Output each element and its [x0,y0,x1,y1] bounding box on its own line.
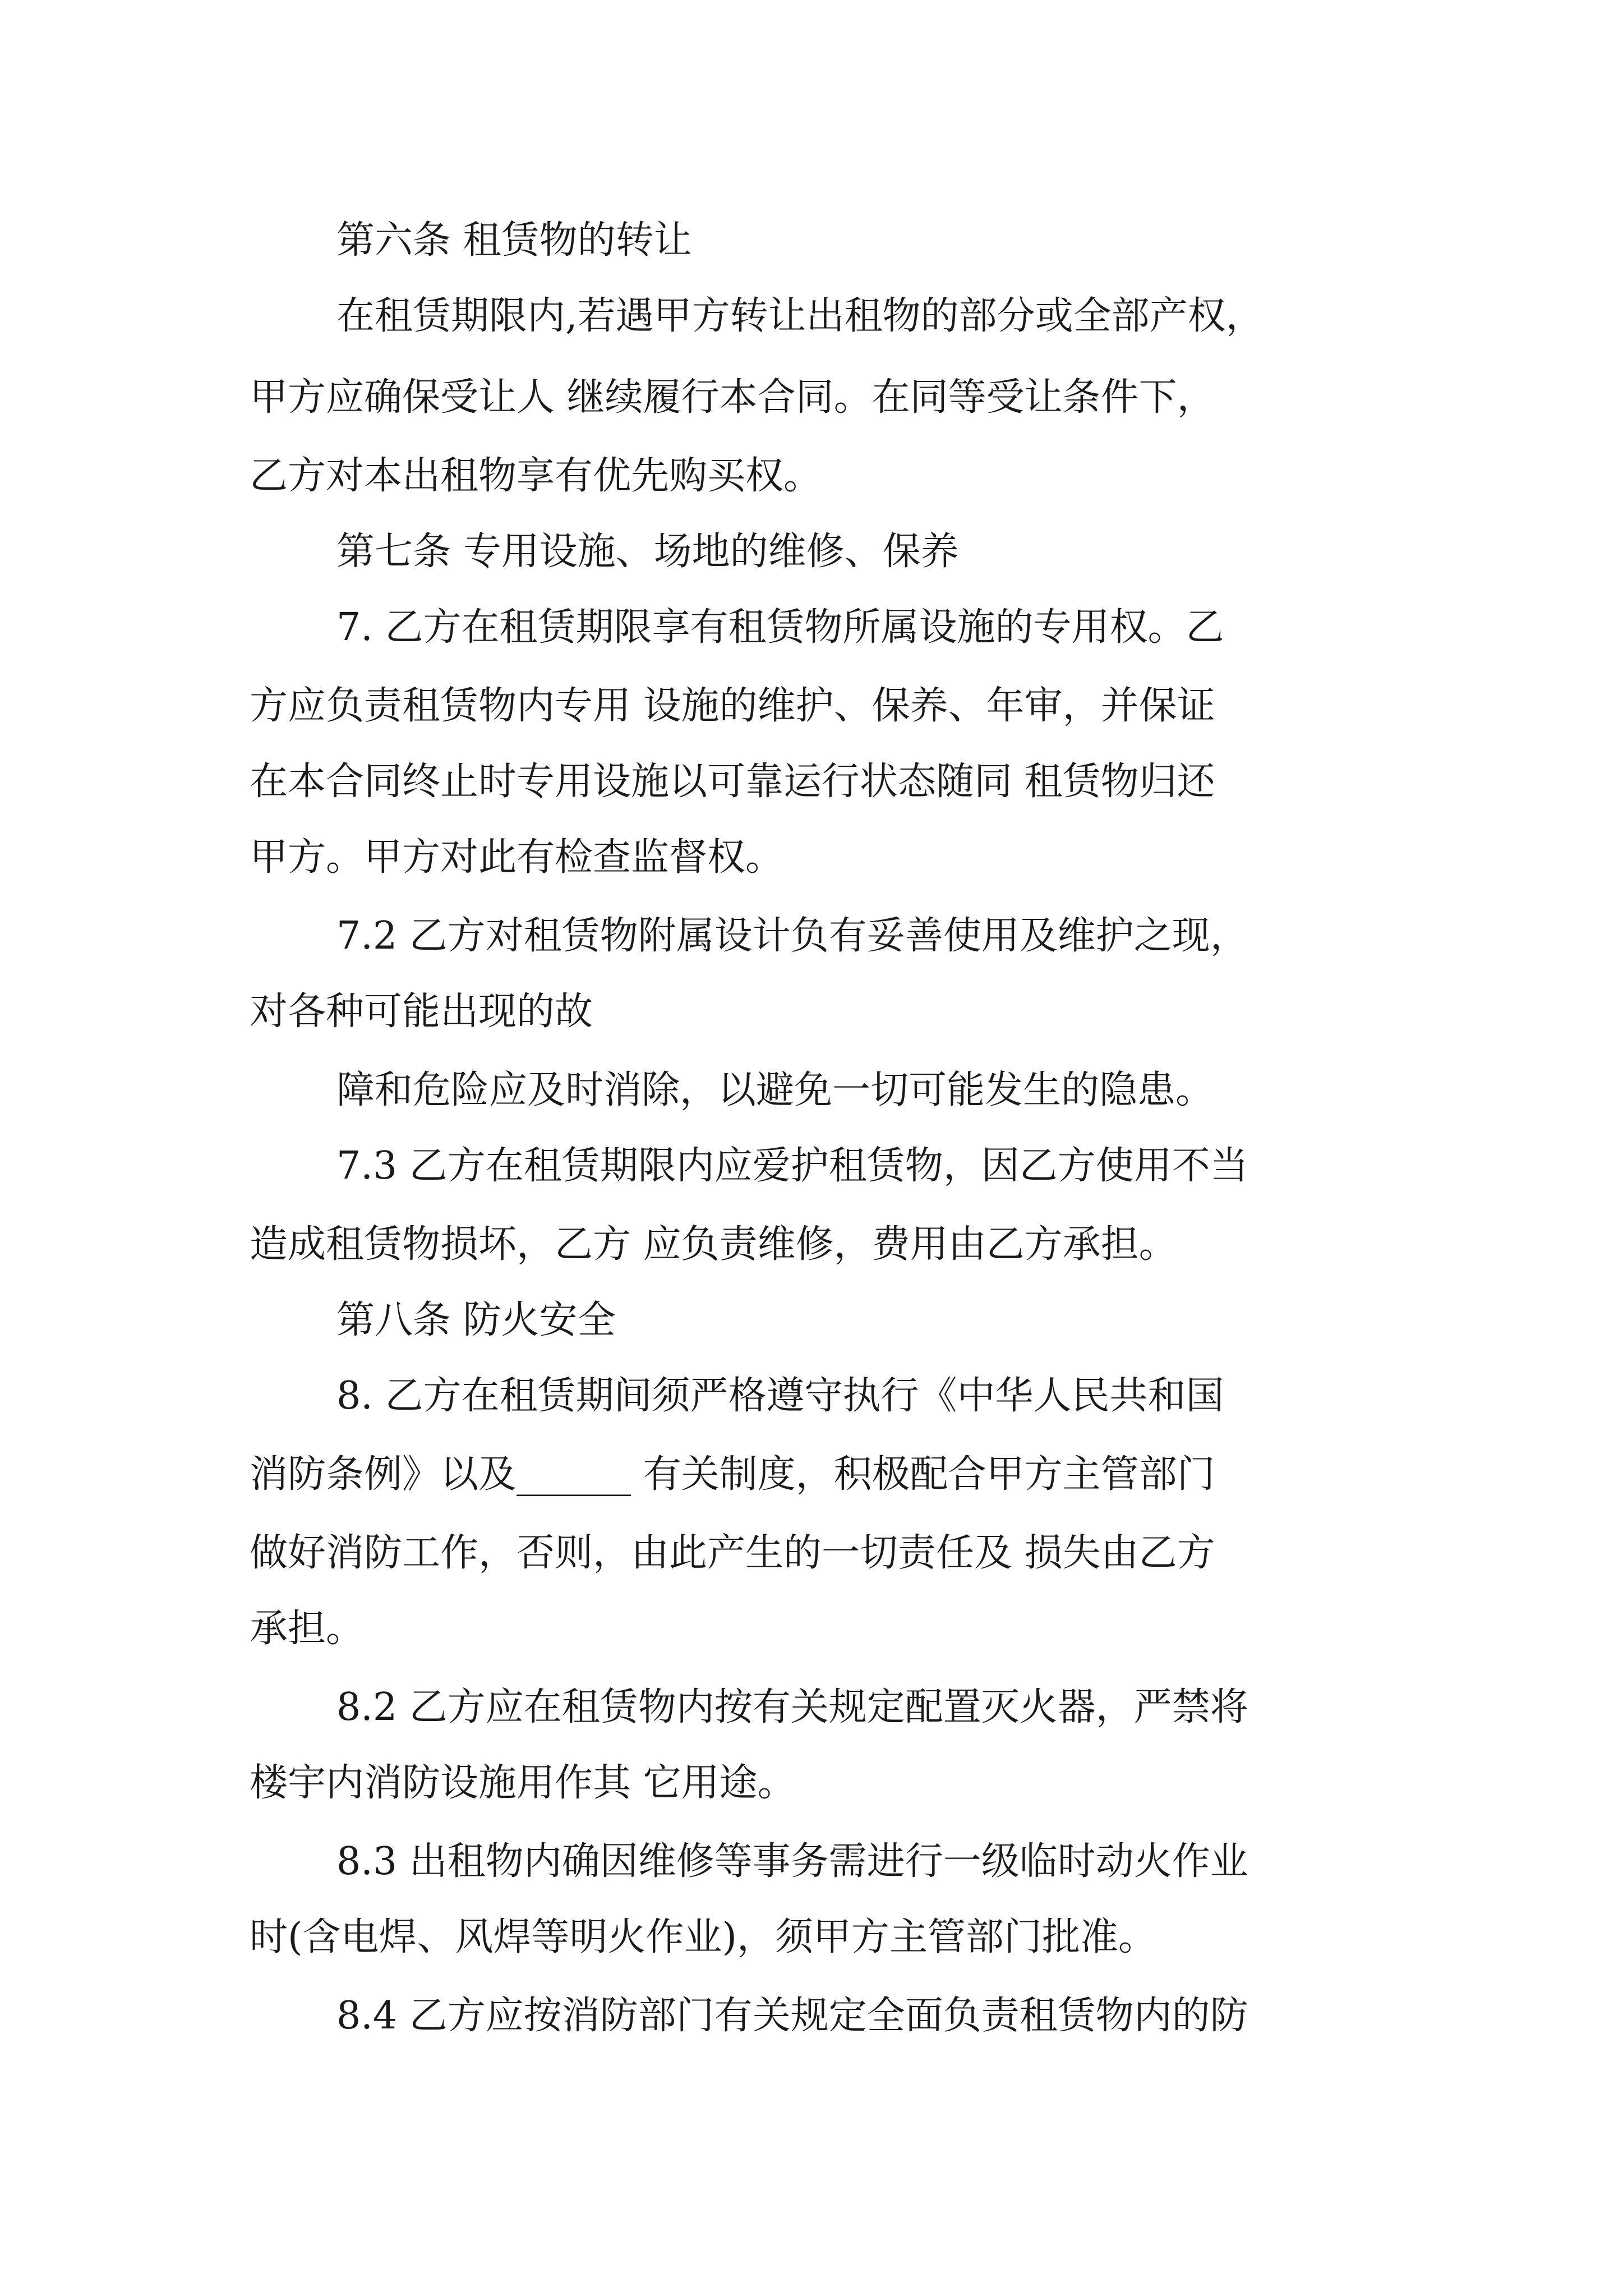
paragraph-line: 8.4 乙方应按消防部门有关规定全面负责租赁物内的防 [336,1994,1248,2038]
paragraph-line: 7. 乙方在租赁期限享有租赁物所属设施的专用权。乙 [336,605,1224,650]
paragraph-line: 消防条例》以及______ 有关制度，积极配合甲方主管部门 [250,1452,1215,1497]
paragraph-line: 在本合同终止时专用设施以可靠运行状态随同 租赁物归还 [250,760,1215,804]
heading-article-7: 第七条 专用设施、场地的维修、保养 [336,530,959,574]
paragraph-line: 方应负责租赁物内专用 设施的维护、保养、年审，并保证 [250,684,1215,728]
paragraph-line: 甲方。甲方对此有检查监督权。 [250,835,784,880]
paragraph-line: 乙方对本出租物享有优先购买权。 [250,454,822,498]
heading-article-6: 第六条 租赁物的转让 [336,218,692,263]
paragraph-line: 对各种可能出现的故 [250,990,593,1034]
paragraph-line: 做好消防工作，否则，由此产生的一切责任及 损失由乙方 [250,1531,1215,1575]
paragraph-line: 8.2 乙方应在租赁物内按有关规定配置灭火器，严禁将 [336,1685,1248,1729]
paragraph-line: 在租赁期限内,若遇甲方转让出租物的部分或全部产权， [336,294,1264,338]
paragraph-line: 障和危险应及时消除，以避免一切可能发生的隐患。 [336,1068,1214,1112]
paragraph-line: 甲方应确保受让人 继续履行本合同。在同等受让条件下， [250,375,1215,420]
heading-article-8: 第八条 防火安全 [336,1298,616,1342]
paragraph-line: 时(含电焊、风焊等明火作业)，须甲方主管部门批准。 [250,1915,1157,1959]
paragraph-line: 造成租赁物损坏，乙方 应负责维修，费用由乙方承担。 [250,1222,1177,1267]
paragraph-line: 8.3 出租物内确因维修等事务需进行一级临时动火作业 [336,1839,1248,1884]
paragraph-line: 承担。 [250,1607,365,1651]
paragraph-line: 楼宇内消防设施用作其 它用途。 [250,1761,796,1805]
paragraph-line: 8. 乙方在租赁期间须严格遵守执行《中华人民共和国 [336,1374,1224,1418]
paragraph-line: 7.3 乙方在租赁期限内应爱护租赁物，因乙方使用不当 [336,1144,1248,1188]
paragraph-line: 7.2 乙方对租赁物附属设计负有妥善使用及维护之现， [336,914,1248,958]
